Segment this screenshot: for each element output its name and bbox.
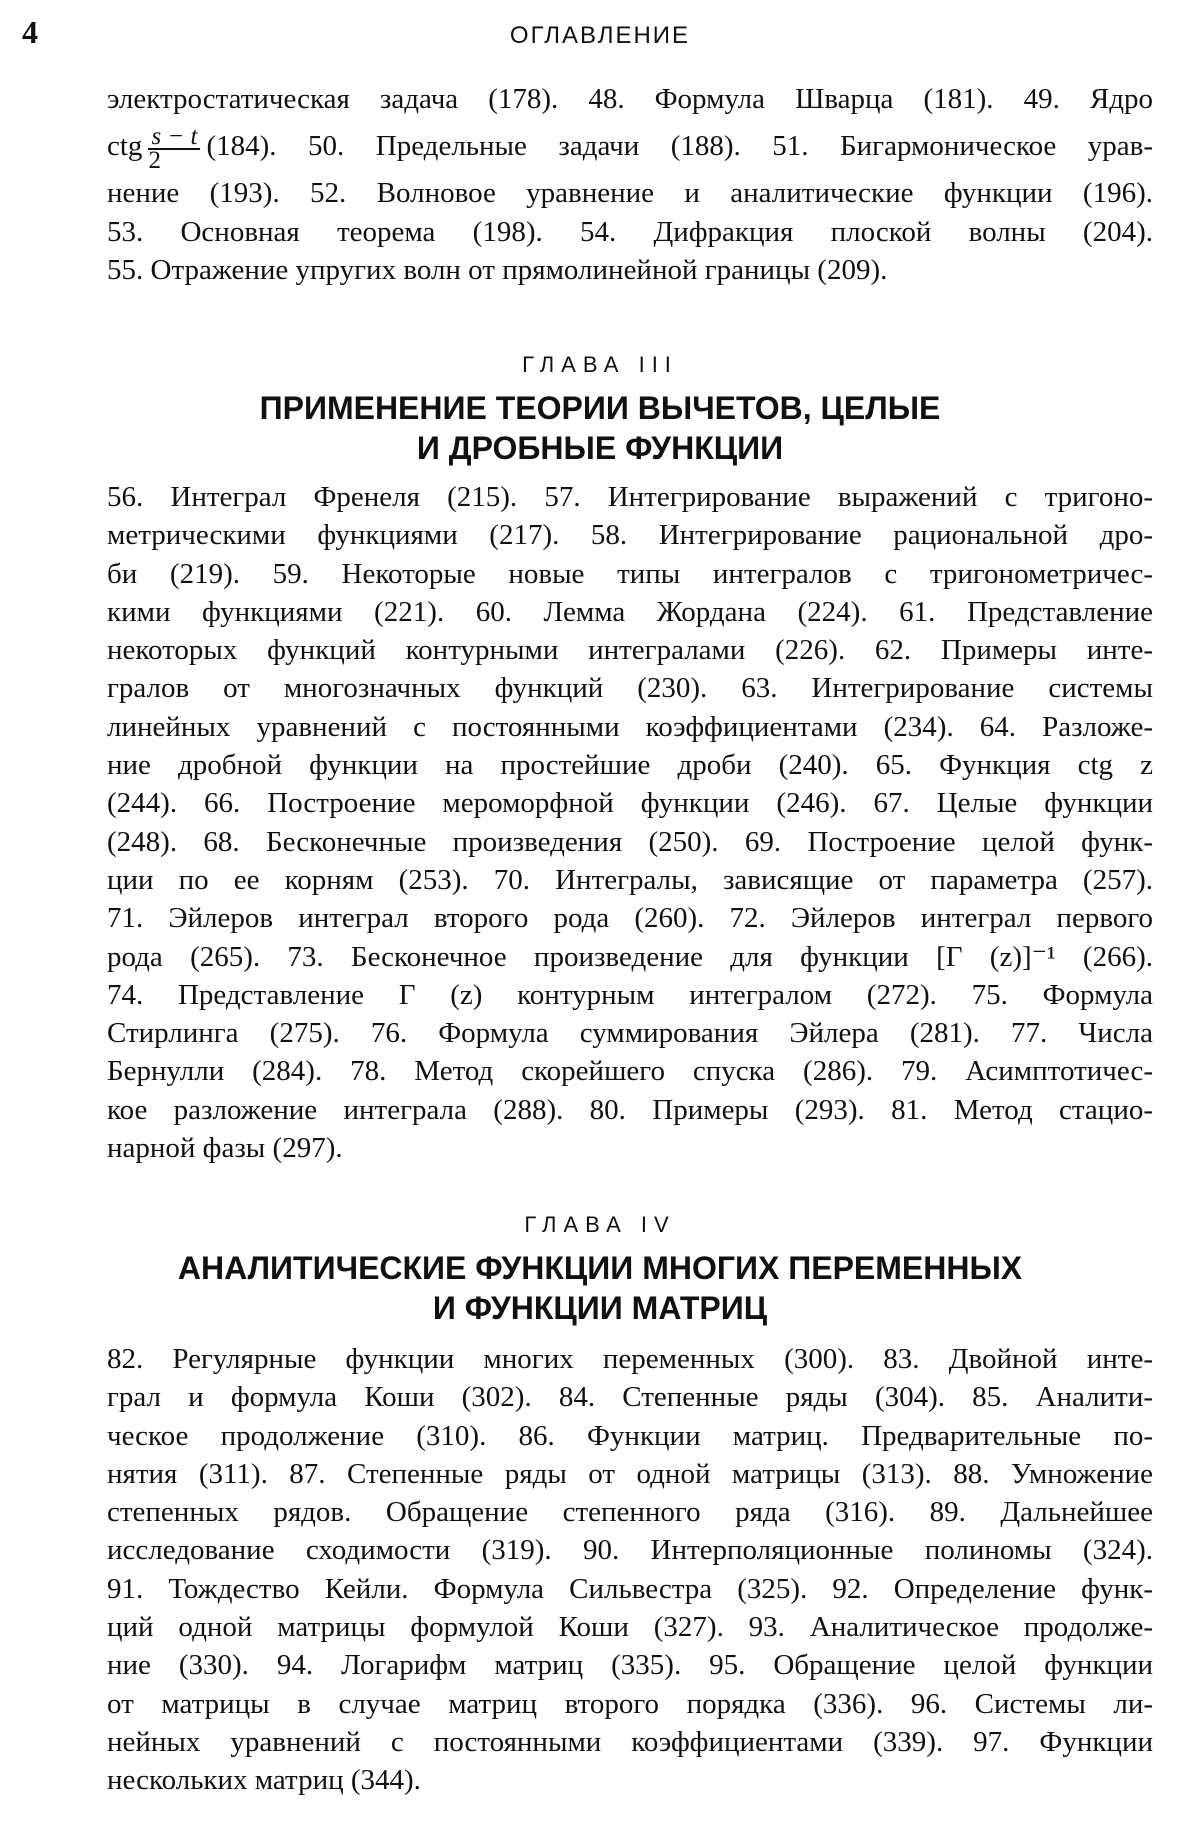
text-line: рода (265). 73. Бесконечное произведение для функции [Г (z)]⁻¹ (266). <box>107 940 1153 973</box>
page-number: 4 <box>22 14 38 50</box>
text-line: электростатическая задача (178). 48. Формула Шварца (181). 49. Ядро <box>107 83 1153 115</box>
fraction-denominator: 2 <box>148 146 161 174</box>
text-line: Стирлинга (275). 76. Формула суммирования Эйлера (281). 77. Числа <box>107 1017 1153 1050</box>
text-line: ций одной матрицы формулой Коши (327). 93. Аналитическое продолже- <box>107 1611 1153 1644</box>
text-line: кими функциями (221). 60. Лемма Жордана (224). 61. Представление <box>107 595 1153 628</box>
text-line: некоторых функций контурными интегралами (226). 62. Примеры инте- <box>107 634 1153 667</box>
text-line: степенных рядов. Обращение степенного ряда (316). 89. Дальнейшее <box>107 1496 1153 1529</box>
text-line: нятия (311). 87. Степенные ряды от одной матрицы (313). 88. Умножение <box>107 1457 1153 1490</box>
running-title: ОГЛАВЛЕНИЕ <box>509 22 691 49</box>
text-line: метрическими функциями (217). 58. Интегрирование рациональной дро- <box>107 519 1153 552</box>
text-line: ции по ее корням (253). 70. Интегралы, зависящие от параметра (257). <box>107 863 1153 896</box>
continuation-paragraph <box>107 80 1153 289</box>
chapter-contents <box>107 1340 1153 1800</box>
chapter-title <box>0 1248 1200 1328</box>
text-line: от матрицы в случае матриц второго порядка (336). 96. Системы ли- <box>107 1687 1153 1720</box>
chapter-label: ГЛАВА III <box>522 352 678 377</box>
text-line: би (219). 59. Некоторые новые типы интегралов с тригонометричес- <box>107 557 1153 590</box>
ctg-symbol: ctg <box>107 130 143 163</box>
text-line: нарной фазы (297). <box>107 1132 343 1165</box>
text-line: нение (193). 52. Волновое уравнение и аналитические функции (196). <box>107 177 1153 210</box>
chapter-title-line: ПРИМЕНЕНИЕ ТЕОРИИ ВЫЧЕТОВ, ЦЕЛЫЕ <box>259 390 941 426</box>
chapter-title-line: И ДРОБНЫЕ ФУНКЦИИ <box>416 430 784 466</box>
text-line: линейных уравнений с постоянными коэффициентами (234). 64. Разложе- <box>107 710 1153 743</box>
text-line: 55. Отражение упругих волн от прямолинейной границы (209). <box>107 253 888 286</box>
text-line: (248). 68. Бесконечные произведения (250). 69. Построение целой функ- <box>107 825 1153 858</box>
text-line: гралов от многозначных функций (230). 63. Интегрирование системы <box>107 672 1153 705</box>
chapter-title-line: АНАЛИТИЧЕСКИЕ ФУНКЦИИ МНОГИХ ПЕРЕМЕННЫХ <box>177 1250 1023 1286</box>
text-line-rest: (184). 50. Предельные задачи (188). 51. Бигармоническое урав- <box>206 130 1153 163</box>
chapter-title-line: И ФУНКЦИИ МАТРИЦ <box>432 1290 768 1326</box>
text-line: ческое продолжение (310). 86. Функции матриц. Предварительные по- <box>107 1419 1153 1452</box>
text-line: 91. Тождество Кейли. Формула Сильвестра (325). 92. Определение функ- <box>107 1572 1153 1605</box>
text-line: ние (330). 94. Логарифм матриц (335). 95. Обращение целой функции <box>107 1649 1153 1682</box>
text-line: (244). 66. Построение мероморфной функции (246). 67. Целые функции <box>107 787 1153 820</box>
text-line: кое разложение интеграла (288). 80. Примеры (293). 81. Метод стацио- <box>107 1093 1153 1126</box>
text-line: 71. Эйлеров интеграл второго рода (260). 72. Эйлеров интеграл первого <box>107 902 1153 935</box>
text-line: Бернулли (284). 78. Метод скорейшего спуска (286). 79. Асимптотичес- <box>107 1055 1153 1088</box>
fraction-numerator: s − t <box>148 126 200 150</box>
formula-line <box>107 118 1153 174</box>
text-line: 82. Регулярные функции многих переменных (300). 83. Двойной инте- <box>107 1343 1153 1375</box>
fraction <box>148 122 200 174</box>
chapter-title <box>0 388 1200 468</box>
text-line: нейных уравнений с постоянными коэффициентами (339). 97. Функции <box>107 1725 1153 1758</box>
chapter-contents <box>107 478 1153 1167</box>
text-line: 53. Основная теорема (198). 54. Дифракция плоской волны (204). <box>107 215 1153 248</box>
text-line: нескольких матриц (344). <box>107 1764 421 1797</box>
text-line: 74. Представление Г (z) контурным интегралом (272). 75. Формула <box>107 978 1153 1011</box>
text-line: 56. Интеграл Френеля (215). 57. Интегрирование выражений с тригоно- <box>107 481 1153 513</box>
text-line: грал и формула Коши (302). 84. Степенные ряды (304). 85. Аналити- <box>107 1381 1153 1414</box>
text-line: ние дробной функции на простейшие дроби (240). 65. Функция ctg z <box>107 749 1153 782</box>
text-line: исследование сходимости (319). 90. Интерполяционные полиномы (324). <box>107 1534 1153 1567</box>
chapter-label: ГЛАВА IV <box>524 1212 676 1237</box>
